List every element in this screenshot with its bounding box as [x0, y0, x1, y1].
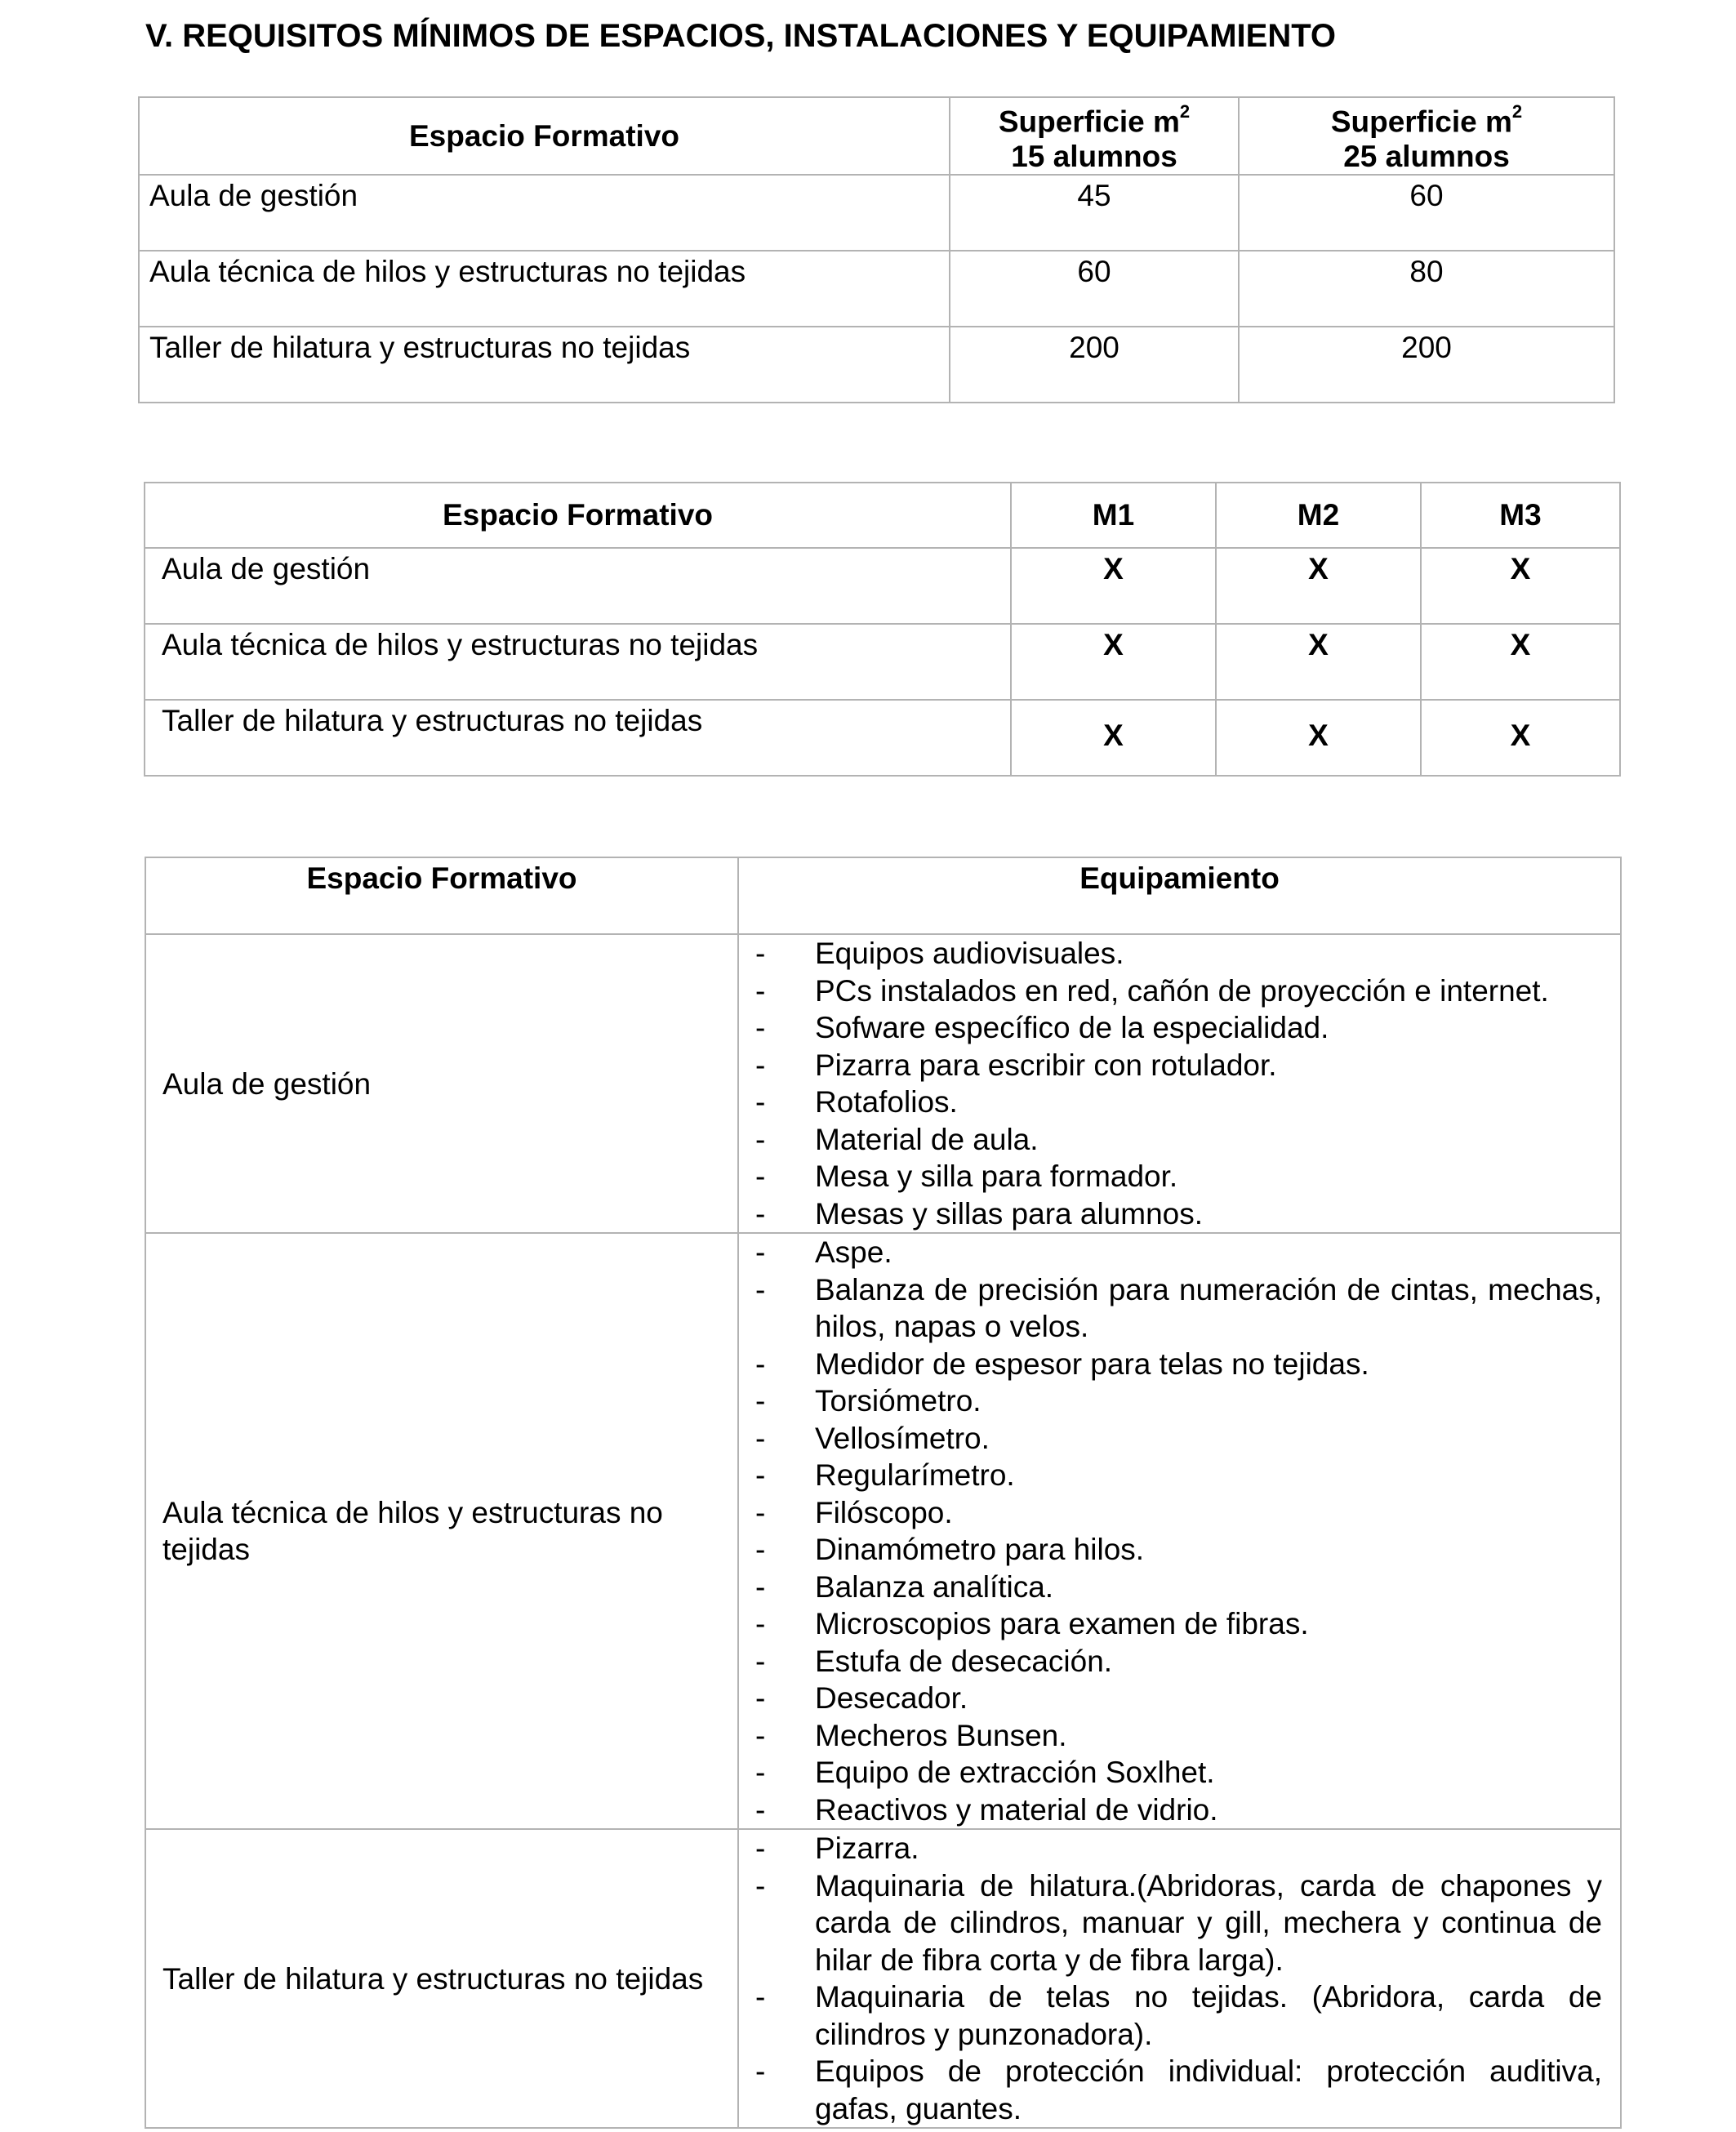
equipment-item: - Filóscopo. — [739, 1494, 1602, 1532]
m3-mark: X — [1421, 624, 1620, 700]
equipment-item: - Medidor de espesor para telas no tejidas. — [739, 1346, 1602, 1383]
equipment-item: - Microscopios para examen de fibras. — [739, 1605, 1602, 1643]
equipment-item: - Mesas y sillas para alumnos. — [739, 1195, 1602, 1233]
equipment-item: - Desecador. — [739, 1680, 1602, 1717]
equipment-item: - Material de aula. — [739, 1121, 1602, 1159]
equipment-list — [739, 1234, 1602, 1828]
space-name: Taller de hilatura y estructuras no tejidas — [139, 327, 950, 403]
equipment-item: - Rotafolios. — [739, 1084, 1602, 1121]
equipment-item: - Sofware específico de la especialidad. — [739, 1009, 1602, 1047]
equipment-item: - Equipos audiovisuales. — [739, 935, 1602, 973]
equipment-item: - Regularímetro. — [739, 1457, 1602, 1494]
section-title: V. REQUISITOS MÍNIMOS DE ESPACIOS, INSTALACIONES Y EQUIPAMIENTO — [145, 18, 1337, 54]
table-header-row — [145, 857, 1621, 934]
equipment-item: - Vellosímetro. — [739, 1420, 1602, 1458]
equipment-item: - Maquinaria de hilatura.(Abridoras, carda de chapones y carda de cilindros, manuar y gill, mechera y continua de hilar de fibra corta y de fibra larga). — [739, 1867, 1602, 1979]
table-row — [145, 934, 1621, 1233]
m1-mark: X — [1011, 624, 1216, 700]
surface-table — [138, 96, 1615, 403]
equipment-list — [739, 1830, 1602, 2127]
header-equipment: Equipamiento — [738, 857, 1621, 934]
header-surface-25: Superficie $m^2$ 25 alumnos — [1239, 97, 1614, 175]
surface-15-value: 200 — [950, 327, 1239, 403]
table-row — [145, 1233, 1621, 1829]
equipment-item: - Dinamómetro para hilos. — [739, 1531, 1602, 1569]
header-space: Espacio Formativo — [145, 483, 1011, 548]
table-header-row — [139, 97, 1614, 175]
m2-mark: X — [1216, 624, 1421, 700]
equipment-item: - Maquinaria de telas no tejidas. (Abridora, carda de cilindros y punzonadora). — [739, 1978, 1602, 2053]
equipment-item: - Pizarra para escribir con rotulador. — [739, 1047, 1602, 1084]
m2-mark: X — [1216, 700, 1421, 776]
space-name: Aula de gestión — [145, 934, 738, 1233]
equipment-cell — [738, 1233, 1621, 1829]
equipment-cell — [738, 934, 1621, 1233]
equipment-item: - Balanza de precisión para numeración de cintas, mechas, hilos, napas o velos. — [739, 1271, 1602, 1346]
surface-25-value: 200 — [1239, 327, 1614, 403]
equipment-item: - Reactivos y material de vidrio. — [739, 1792, 1602, 1829]
surface-15-value: 45 — [950, 175, 1239, 251]
equipment-item: - Estufa de desecación. — [739, 1643, 1602, 1680]
space-name: Taller de hilatura y estructuras no tejidas — [145, 1829, 738, 2128]
table-header-row — [145, 483, 1620, 548]
table-row — [145, 624, 1620, 700]
header-m3: M3 — [1421, 483, 1620, 548]
table-row — [139, 175, 1614, 251]
equipment-item: - Torsiómetro. — [739, 1382, 1602, 1420]
table-row — [145, 700, 1620, 776]
equipment-item: - Equipos de protección individual: protección auditiva, gafas, guantes. — [739, 2053, 1602, 2127]
equipment-table — [145, 857, 1622, 2129]
surface-25-value: 60 — [1239, 175, 1614, 251]
table-row — [139, 251, 1614, 327]
surface-15-value: 60 — [950, 251, 1239, 327]
equipment-list — [739, 935, 1602, 1232]
table-row — [145, 1829, 1621, 2128]
equipment-item: - Aspe. — [739, 1234, 1602, 1271]
space-name: Aula técnica de hilos y estructuras no tejidas — [145, 1233, 738, 1829]
m2-mark: X — [1216, 548, 1421, 624]
header-m1: M1 — [1011, 483, 1216, 548]
m3-mark: X — [1421, 548, 1620, 624]
m3-mark: X — [1421, 700, 1620, 776]
equipment-cell — [738, 1829, 1621, 2128]
space-name: Aula técnica de hilos y estructuras no tejidas — [145, 624, 1011, 700]
space-name: Aula de gestión — [145, 548, 1011, 624]
equipment-item: - Balanza analítica. — [739, 1569, 1602, 1606]
equipment-item: - Pizarra. — [739, 1830, 1602, 1867]
m1-mark: X — [1011, 700, 1216, 776]
equipment-item: - PCs instalados en red, cañón de proyección e internet. — [739, 973, 1602, 1010]
table-row — [145, 548, 1620, 624]
header-surface-15: Superficie $m^2$ 15 alumnos — [950, 97, 1239, 175]
table-row — [139, 327, 1614, 403]
surface-25-value: 80 — [1239, 251, 1614, 327]
header-space: Espacio Formativo — [145, 857, 738, 934]
space-name: Taller de hilatura y estructuras no tejidas — [145, 700, 1011, 776]
equipment-item: - Equipo de extracción Soxlhet. — [739, 1754, 1602, 1792]
space-name: Aula técnica de hilos y estructuras no tejidas — [139, 251, 950, 327]
equipment-item: - Mecheros Bunsen. — [739, 1717, 1602, 1755]
header-m2: M2 — [1216, 483, 1421, 548]
space-name: Aula de gestión — [139, 175, 950, 251]
header-space: Espacio Formativo — [139, 97, 950, 175]
modules-table — [144, 482, 1621, 777]
m1-mark: X — [1011, 548, 1216, 624]
equipment-item: - Mesa y silla para formador. — [739, 1158, 1602, 1195]
